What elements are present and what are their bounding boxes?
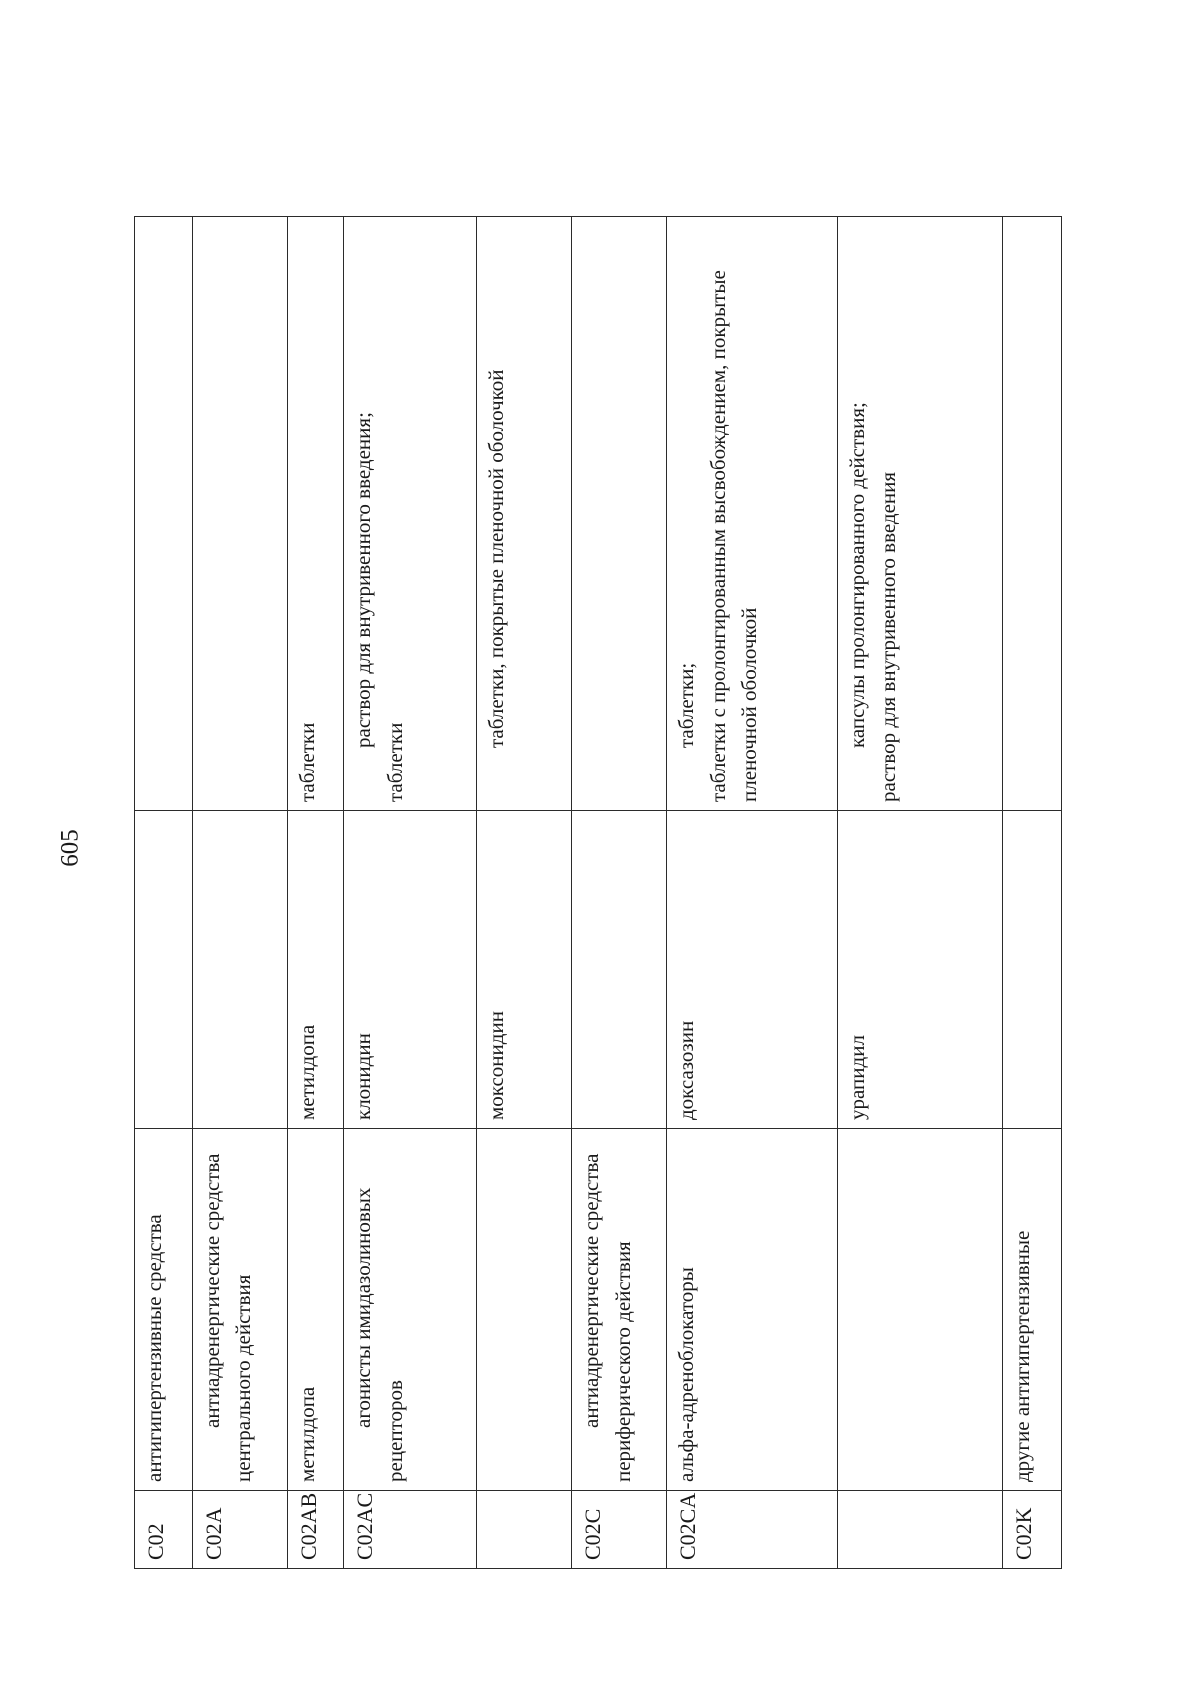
atc-code — [837, 1491, 1002, 1569]
group-name: метилдопа — [287, 1129, 344, 1491]
dosage-forms — [1003, 217, 1062, 811]
dosage-forms — [192, 217, 287, 811]
group-name: антигипертензивные средства — [135, 1129, 193, 1491]
atc-code: C02AB — [287, 1491, 344, 1569]
dosage-forms: таблетки, покрытые пленочной оболочкой — [477, 217, 572, 811]
atc-code: C02A — [192, 1491, 287, 1569]
group-name: антиадренергические средства центрального действия — [192, 1129, 287, 1491]
atc-code: C02C — [572, 1491, 667, 1569]
drug-name — [192, 811, 287, 1129]
drug-name — [572, 811, 667, 1129]
dosage-forms: таблетки — [287, 217, 344, 811]
group-name: агонисты имидазолиновых рецепторов — [344, 1129, 477, 1491]
drug-name: метилдопа — [287, 811, 344, 1129]
dosage-forms — [572, 217, 667, 811]
table-row — [287, 217, 344, 1569]
group-name: другие антигипертензивные — [1003, 1129, 1062, 1491]
table-row — [344, 217, 477, 1569]
atc-code: C02AC — [344, 1491, 477, 1569]
table-row — [572, 217, 667, 1569]
atc-code: C02K — [1003, 1491, 1062, 1569]
table-row — [135, 217, 193, 1569]
dosage-forms: капсулы пролонгированного действия; раствор для внутривенного введения — [837, 217, 1002, 811]
group-name — [837, 1129, 1002, 1491]
page-number: 605 — [56, 829, 84, 867]
atc-code — [477, 1491, 572, 1569]
table-row — [667, 217, 838, 1569]
drug-name — [135, 811, 193, 1129]
group-name: альфа-адреноблокаторы — [667, 1129, 838, 1491]
group-name — [477, 1129, 572, 1491]
atc-code: C02CA — [667, 1491, 838, 1569]
group-name: антиадренергические средства периферического действия — [572, 1129, 667, 1491]
dosage-forms: таблетки; таблетки с пролонгированным высвобождением, покрытые пленочной оболочкой — [667, 217, 838, 811]
drug-name: урапидил — [837, 811, 1002, 1129]
table-row — [192, 217, 287, 1569]
rotated-table-container — [134, 217, 1062, 1569]
dosage-forms — [135, 217, 193, 811]
drug-name — [1003, 811, 1062, 1129]
table-row — [1003, 217, 1062, 1569]
drug-name: доксазозин — [667, 811, 838, 1129]
table-row — [477, 217, 572, 1569]
atc-code: C02 — [135, 1491, 193, 1569]
drug-name: моксонидин — [477, 811, 572, 1129]
table-row — [837, 217, 1002, 1569]
drug-name: клонидин — [344, 811, 477, 1129]
medication-table — [134, 216, 1062, 1569]
dosage-forms: раствор для внутривенного введения; таблетки — [344, 217, 477, 811]
